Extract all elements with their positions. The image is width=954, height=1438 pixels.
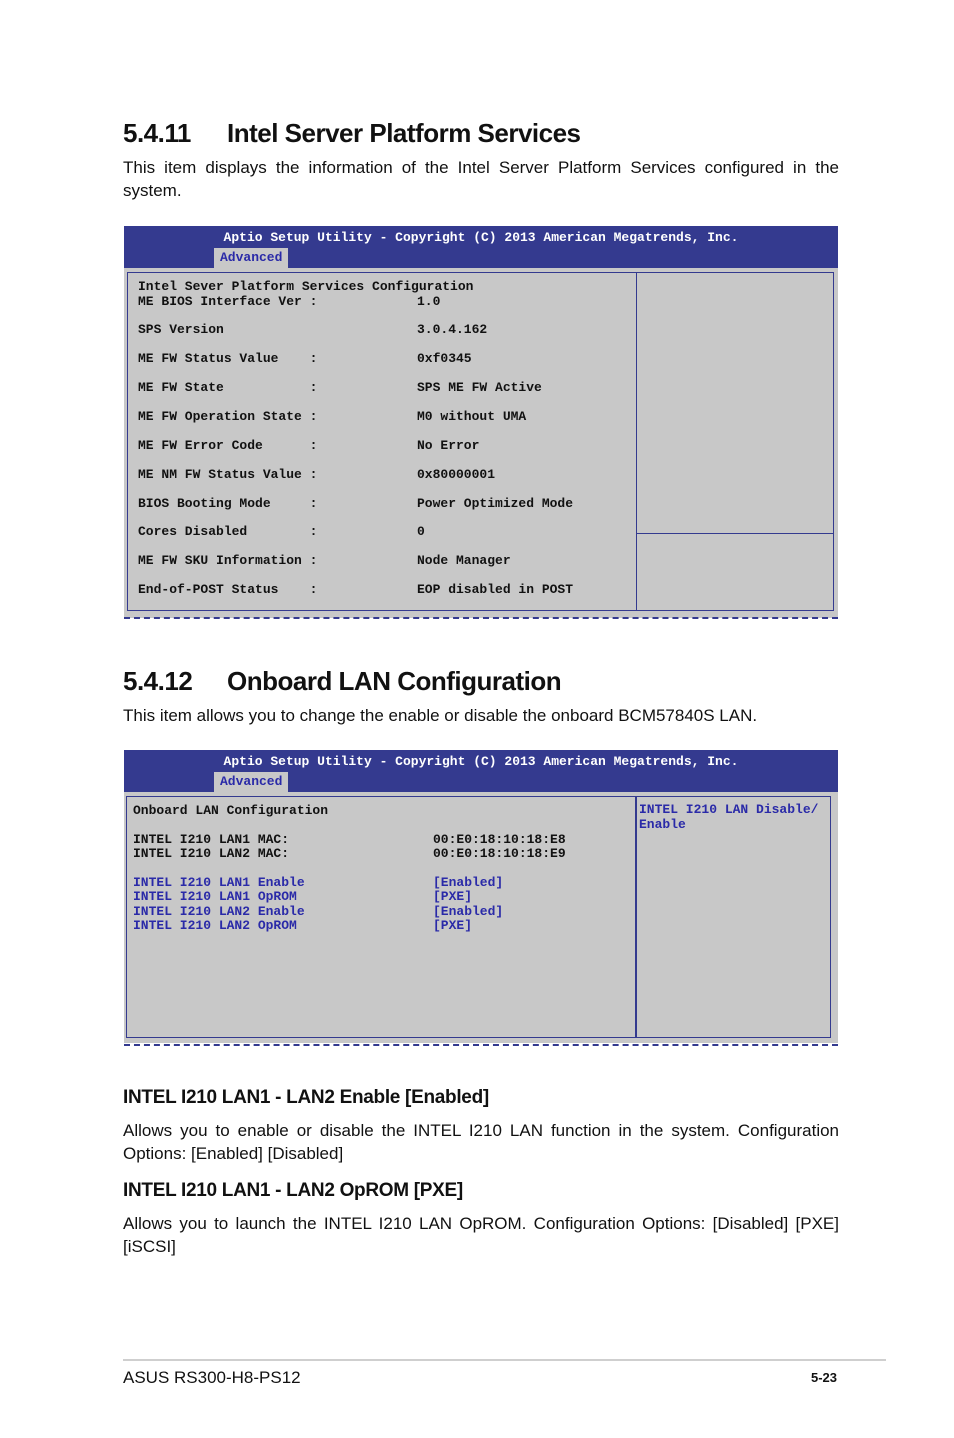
- info-row-value: SPS ME FW Active: [417, 380, 542, 395]
- info-row-value: 3.0.4.162: [417, 322, 488, 337]
- info-row-label: End-of-POST Status :: [138, 582, 318, 597]
- bios-main-pane: [127, 272, 637, 611]
- bios-main-pane: [126, 796, 636, 1038]
- info-row-label: ME BIOS Interface Ver :: [138, 294, 318, 309]
- mac-label: INTEL I210 LAN1 MAC:: [133, 832, 290, 847]
- pane-heading: Intel Sever Platform Services Configuration: [138, 279, 474, 294]
- footer-rule: [123, 1359, 886, 1361]
- bios-header: [124, 750, 838, 792]
- mac-label: INTEL I210 LAN2 MAC:: [133, 846, 290, 861]
- info-row-value: 0: [417, 524, 425, 539]
- section-title-5-4-12: [123, 666, 561, 697]
- footer-page-number: 5-23: [810, 1370, 837, 1385]
- bios-bottom-dashes: [124, 617, 838, 619]
- option-value[interactable]: [PXE]: [433, 889, 473, 904]
- option-label[interactable]: INTEL I210 LAN1 Enable: [133, 875, 305, 890]
- info-row-value: 1.0: [417, 294, 441, 309]
- help-text-line2: Enable: [639, 817, 686, 832]
- bios-header-title: Aptio Setup Utility - Copyright (C) 2013 American Megatrends, Inc.: [223, 230, 739, 245]
- bios-header: [124, 226, 838, 268]
- option-value[interactable]: [PXE]: [433, 918, 473, 933]
- tab-advanced[interactable]: Advanced: [214, 248, 288, 268]
- section-number: 5.4.11: [123, 118, 191, 148]
- footer-product: ASUS RS300-H8-PS12: [123, 1368, 301, 1387]
- bios-body: [124, 792, 838, 1043]
- option-value[interactable]: [Enabled]: [433, 904, 504, 919]
- info-row-label: ME FW Error Code :: [138, 438, 318, 453]
- subsection-title-enable: INTEL I210 LAN1 - LAN2 Enable [Enabled]: [123, 1087, 489, 1108]
- info-row-label: ME NM FW Status Value :: [138, 467, 318, 482]
- bios-screen-sps: [124, 226, 838, 618]
- info-row-value: No Error: [417, 438, 480, 453]
- option-label[interactable]: INTEL I210 LAN2 Enable: [133, 904, 305, 919]
- info-row-label: ME FW Operation State :: [138, 409, 318, 424]
- info-row-label: ME FW State :: [138, 380, 318, 395]
- info-row-label: SPS Version: [138, 322, 224, 337]
- bios-bottom-dashes: [124, 1044, 838, 1046]
- bios-help-pane: [636, 272, 834, 611]
- bios-body: [124, 268, 838, 618]
- help-text-line1: INTEL I210 LAN Disable/: [639, 802, 819, 817]
- info-row-value: Node Manager: [417, 553, 511, 568]
- pane-heading: Onboard LAN Configuration: [133, 803, 329, 818]
- option-label[interactable]: INTEL I210 LAN1 OpROM: [133, 889, 297, 904]
- info-row-label: BIOS Booting Mode :: [138, 496, 318, 511]
- mac-value: 00:E0:18:10:18:E9: [433, 846, 566, 861]
- info-row-label: ME FW SKU Information :: [138, 553, 318, 568]
- option-value[interactable]: [Enabled]: [433, 875, 504, 890]
- subsection-text-enable: Allows you to enable or disable the INTEL I210 LAN function in the system. Configuration Options: [Enabled] [Disabled]: [123, 1121, 839, 1163]
- info-row-label: ME FW Status Value :: [138, 351, 318, 366]
- option-label[interactable]: INTEL I210 LAN2 OpROM: [133, 918, 297, 933]
- info-row-value: 0x80000001: [417, 467, 496, 482]
- section-title-text: Intel Server Platform Services: [227, 118, 581, 148]
- subsection-title-oprom: INTEL I210 LAN1 - LAN2 OpROM [PXE]: [123, 1180, 463, 1201]
- section-description: This item allows you to change the enable or disable the onboard BCM57840S LAN.: [123, 706, 758, 725]
- info-row-value: Power Optimized Mode: [417, 496, 574, 511]
- bios-header-title: Aptio Setup Utility - Copyright (C) 2013 American Megatrends, Inc.: [223, 754, 739, 769]
- bios-help-pane: [636, 796, 831, 1038]
- help-divider: [637, 533, 833, 534]
- bios-screen-lan: [124, 750, 838, 1043]
- section-number: 5.4.12: [123, 666, 193, 696]
- section-description: This item displays the information of the Intel Server Platform Services configured in the system.: [123, 158, 839, 200]
- tab-advanced[interactable]: Advanced: [214, 772, 288, 792]
- subsection-text-oprom: Allows you to launch the INTEL I210 LAN OpROM. Configuration Options: [Disabled] [PXE] [iSCSI]: [123, 1214, 839, 1256]
- info-row-value: 0xf0345: [417, 351, 472, 366]
- section-title-text: Onboard LAN Configuration: [227, 666, 562, 696]
- info-row-label: Cores Disabled :: [138, 524, 318, 539]
- mac-value: 00:E0:18:10:18:E8: [433, 832, 566, 847]
- info-row-value: M0 without UMA: [417, 409, 527, 424]
- info-row-value: EOP disabled in POST: [417, 582, 574, 597]
- section-title-5-4-11: [123, 118, 581, 149]
